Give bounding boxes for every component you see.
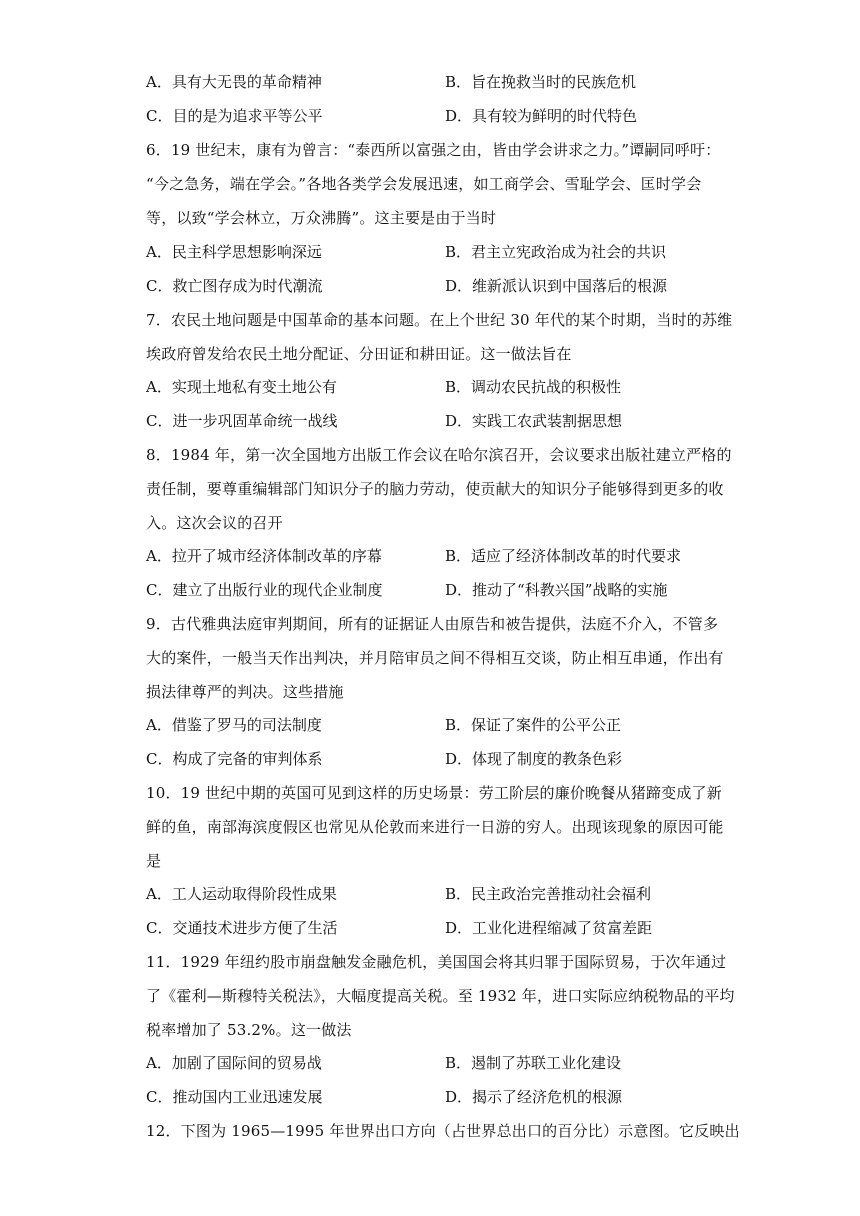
q6-stem-line-2: “今之急务，端在学会。”各地各类学会发展迅速，如工商学会、雪耻学会、匡时学会 [146, 175, 702, 193]
q8-stem-line-1: 8．1984 年，第一次全国地方出版工作会议在哈尔滨召开，会议要求出版社建立严格的 [146, 446, 732, 464]
q5-option-b: B．旨在挽救当时的民族危机 [445, 73, 637, 91]
q7-option-a: A．实现土地私有变土地公有 [146, 378, 337, 396]
q9-option-b: B．保证了案件的公平公正 [445, 716, 622, 734]
q11-option-a: A．加剧了国际间的贸易战 [146, 1054, 322, 1072]
q10-option-b: B．民主政治完善推动社会福利 [445, 885, 652, 903]
q5-option-c: C．目的是为追求平等公平 [146, 107, 323, 125]
q9-stem-line-1: 9．古代雅典法庭审判期间，所有的证据证人由原告和被告提供，法庭不介入，不管多 [146, 615, 719, 633]
q11-stem-line-2: 了《霍利—斯穆特关税法》，大幅度提高关税。至 1932 年，进口实际应纳税物品的平均 [146, 987, 735, 1005]
q11-stem-line-3: 税率增加了 53.2%。这一做法 [146, 1021, 352, 1039]
q11-option-b: B．遏制了苏联工业化建设 [445, 1054, 622, 1072]
q12-stem-line-1: 12．下图为 1965—1995 年世界出口方向（占世界总出口的百分比）示意图。它反映出 [146, 1122, 740, 1140]
q8-stem-line-3: 入。这次会议的召开 [146, 514, 283, 532]
q11-stem-line-1: 11．1929 年纽约股市崩盘触发金融危机，美国国会将其归罪于国际贸易，于次年通过 [146, 953, 727, 971]
q10-stem-line-2: 鲜的鱼，南部海滨度假区也常见从伦敦而来进行一日游的穷人。出现该现象的原因可能 [146, 818, 724, 836]
q8-option-d: D．推动了“科教兴国”战略的实施 [445, 581, 668, 599]
q6-stem-line-1: 6．19 世纪末，康有为曾言：“泰西所以富强之由，皆由学会讲求之力。”谭嗣同呼吁： [146, 141, 721, 159]
q6-option-d: D．维新派认识到中国落后的根源 [445, 277, 668, 295]
q7-stem-line-1: 7．农民土地问题是中国革命的基本问题。在上个世纪 30 年代的某个时期，当时的苏维 [146, 311, 733, 329]
q7-stem-line-2: 埃政府曾发给农民土地分配证、分田证和耕田证。这一做法旨在 [146, 345, 572, 363]
q10-stem-line-1: 10．19 世纪中期的英国可见到这样的历史场景：劳工阶层的廉价晚餐从猪蹄变成了新 [146, 784, 722, 802]
q8-stem-line-2: 责任制，要尊重编辑部门知识分子的脑力劳动，使贡献大的知识分子能够得到更多的收 [146, 480, 724, 498]
q9-stem-line-3: 损法律尊严的判决。这些措施 [146, 683, 344, 701]
q11-option-c: C．推动国内工业迅速发展 [146, 1088, 323, 1106]
q7-option-d: D．实践工农武装割据思想 [445, 412, 623, 430]
q9-option-d: D．体现了制度的教条色彩 [445, 750, 623, 768]
q8-option-a: A．拉开了城市经济体制改革的序幕 [146, 547, 382, 565]
q5-option-a: A．具有大无畏的革命精神 [146, 73, 322, 91]
q6-option-c: C．救亡图存成为时代潮流 [146, 277, 323, 295]
q7-option-c: C．进一步巩固革命统一战线 [146, 412, 338, 430]
q6-option-b: B．君主立宪政治成为社会的共识 [445, 243, 667, 261]
q10-option-c: C．交通技术进步方便了生活 [146, 919, 338, 937]
q6-option-a: A．民主科学思想影响深远 [146, 243, 322, 261]
q10-option-a: A．工人运动取得阶段性成果 [146, 885, 337, 903]
q9-stem-line-2: 大的案件，一般当天作出判决，并月陪审员之间不得相互交谈，防止相互串通，作出有 [146, 649, 724, 667]
q9-option-a: A．借鉴了罗马的司法制度 [146, 716, 322, 734]
q8-option-c: C．建立了出版行业的现代企业制度 [146, 581, 383, 599]
q8-option-b: B．适应了经济体制改革的时代要求 [445, 547, 682, 565]
q9-option-c: C．构成了完备的审判体系 [146, 750, 323, 768]
q10-stem-line-3: 是 [146, 852, 162, 870]
q10-option-d: D．工业化进程缩减了贫富差距 [445, 919, 653, 937]
q6-stem-line-3: 等，以致“学会林立，万众沸腾”。这主要是由于当时 [146, 209, 497, 227]
q11-option-d: D．揭示了经济危机的根源 [445, 1088, 623, 1106]
q7-option-b: B．调动农民抗战的积极性 [445, 378, 622, 396]
q5-option-d: D．具有较为鲜明的时代特色 [445, 107, 638, 125]
